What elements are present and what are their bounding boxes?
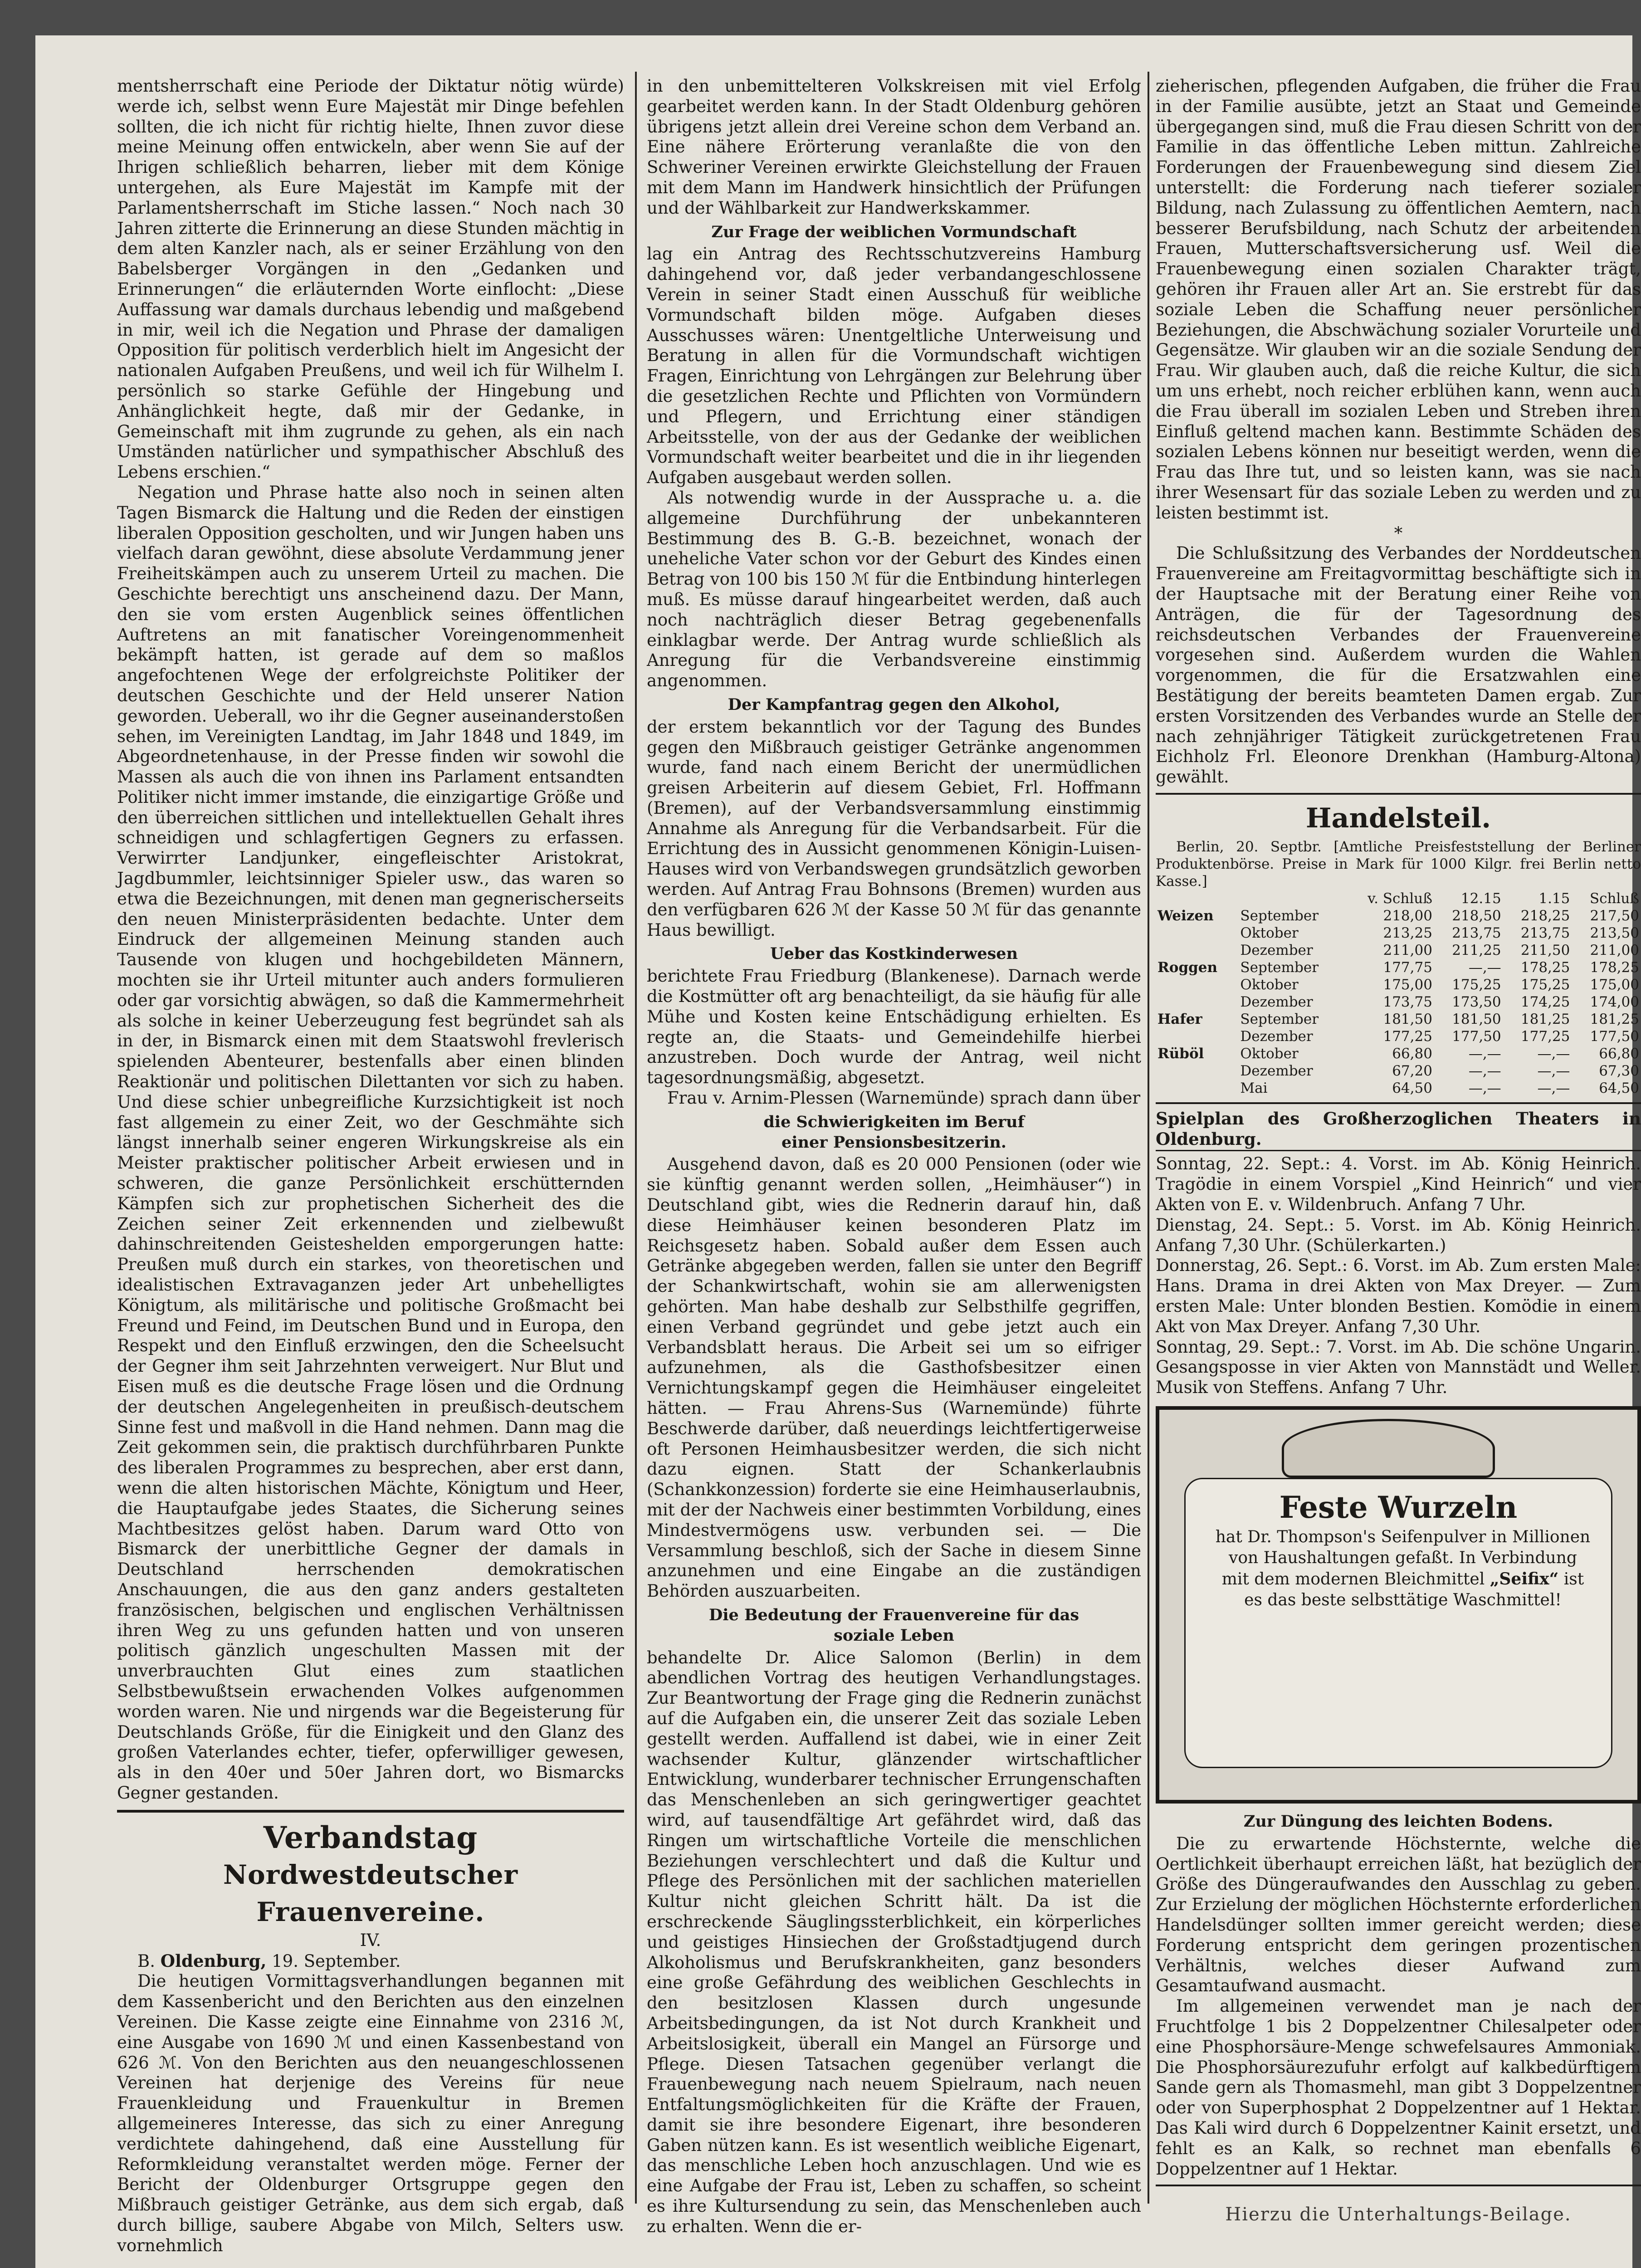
- price-cell: 173,50: [1452, 993, 1501, 1010]
- price-cell: 177,50: [1452, 1028, 1501, 1045]
- paragraph: lag ein Antrag des Rechtsschutzvereins Hamburg dahingehend vor, daß jeder verbandangeschlossene Verein in seiner Stadt einen Ausschuß für weibliche Vormundschaft bilden möge. Aufgaben dieses Ausschusses wären: Unentgeltliche Unterweisung und Beratung in allen für die Vormundschaft wichtigen Fragen, Einrichtung von Lehrgängen zur Belehrung über die gesetzlichen Rechte und Pflichten von Vormündern und Pflegern, und Errichtung einer ständigen Arbeitsstelle, von der aus der Gedanke der weiblichen Vormundschaft weiter bearbeitet und die in ihr liegenden Aufgaben ausgebaut werden sollen.: [647, 244, 1141, 488]
- section-heading: Der Kampfantrag gegen den Alkohol,: [728, 695, 1060, 714]
- price-cell: 175,00: [1383, 976, 1432, 993]
- price-row: [1156, 924, 1641, 942]
- price-cell: 211,00: [1590, 942, 1639, 958]
- price-row: [1156, 993, 1641, 1011]
- price-cell: 211,50: [1520, 942, 1570, 958]
- paragraph: in den unbemittelteren Volkskreisen mit viel Erfolg gearbeitet werden kann. In der Stadt Oldenburg gehören übrigens jetzt allein drei Vereine schon dem Verband an. Eine nähere Erörterung veranlaßte die von den Schweriner Vereinen erwirkte Gleichstellung der Frauen mit dem Mann im Handwerk hinsichtlich der Prüfungen und der Wählbarkeit zur Handwerkskammer.: [647, 76, 1141, 218]
- column-1: [117, 76, 624, 2255]
- price-cell: 213,75: [1452, 924, 1501, 941]
- commodity-name: Weizen: [1157, 907, 1214, 924]
- price-cell: 173,75: [1383, 993, 1432, 1010]
- paragraph: Negation und Phrase hatte also noch in seinen alten Tagen Bismarck die Haltung und die Reden der einstigen liberalen Opposition gescholten, und wir Jungen haben uns vielfach daran gewöhnt, diese absolute Verdammung jener Freiheitskämpen auch zu unserem Urteil zu machen. Die Geschichte berechtigt uns anscheinend dazu. Der Mann, den sie vom ersten Augenblick seines öffentlichen Auftretens an mit fanatischer Voreingenommenheit bekämpft hatten, ist gerade auf dem so maßlos angefochtenen Wege der erfolgreichste Politiker der deutschen Geschichte und der Held unserer Nation geworden. Ueberall, wo ihr die Gegner auseinanderstoßen sehen, im Vereinigten Landtag, im Jahr 1848 und 1849, im Abgeordnetenhause, in der Presse finden wir sowohl die Massen als auch die von ihnen ins Parlament entsandten Politiker nicht immer imstande, die einzigartige Größe und den überreichen sittlichen und intellektuellen Gehalt ihres schneidigen und schlagfertigen Gegners zu erfassen. Verwirrter Landjunker, eingefleischter Aristokrat, Jagdbummler, leichtsinniger Spieler usw., das waren so etwa die Bezeichnungen, mit denen man gegnerischerseits den neuen Ministerpräsidenten bedachte. Unter dem Eindruck der allgemeinen Meinung standen auch Tausende von klugen und hochgebildeten Männern, mochten sie ihr Urteil mitunter auch anders formulieren oder gar vorsichtig abwägen, so daß die Kammermehrheit als solche in keiner Ueberzeugung fest begründet sah als in der, in Bismarck einen mit dem Staatswohl frevlerisch spielenden Abenteurer, bestenfalls aber einen blinden Reaktionär und politischen Dilettanten vor sich zu haben. Und diese schier unbegreifliche Kurzsichtigkeit ist noch fast allgemein zu einer Zeit, wo der Geschmähte sich längst innerhalb seiner engeren Wirkungskreise als ein Meister praktischer politischer Arbeit erwiesen und in schweren, die ganze Persönlichkeit erschütternden Kämpfen sich zur prophetischen Sicherheit des die Zeichen seiner Zeit erkennenden und zielbewußt dahinschreitenden Geisteshelden emporgerungen hatte: Preußen muß durch ein starkes, von theoretischen und idealistischen Extravaganzen jeder Art unbehelligtes Königtum, als militärische und politische Großmacht bei Freund und Feind, im Deutschen Bund und in Europa, den Respekt und den Einfluß erzwingen, den die Scheelsucht der Gegner ihm seit Jahrzehnten verweigert. Nur Blut und Eisen muß es die deutsche Frage lösen und die Ordnung der deutschen Angelegenheiten in preußisch-deutschem Sinne fest und maßvoll in die Hand nehmen. Dann mag die Zeit gekommen sein, die praktisch durchführbaren Punkte des liberalen Programmes zu besprechen, aber erst dann, wenn die alten historischen Mächte, Königtum und Heer, die Hauptaufgabe jedes Staates, die Sicherung seines Machtbesitzes gelöst haben. Darum ward Otto von Bismarck der unerbittliche Gegner der damals in Deutschland herrschenden demokratischen Anschauungen, die aus den ganz anders gestalteten französischen, belgischen und englischen Verhältnissen ihren Weg zu uns gefunden hatten und von unseren politisch gänzlich ungeschulten Massen mit der unverbrauchten Glut eines zum staatlichen Selbstbewußtsein erwachenden Volkes aufgenommen worden waren. Nie und nirgends war die Begeisterung für Deutschlands Größe, für die Einigkeit und den Glanz des großen Vaterlandes echter, tiefer, opferwilliger gewesen, als in den 40er und 50er Jahren dort, wo Bismarcks Gegner gestanden.: [117, 482, 624, 1803]
- price-cell: 67,20: [1392, 1062, 1432, 1079]
- delivery-month: Dezember: [1240, 942, 1313, 958]
- price-header-cell: Schluß: [1589, 890, 1639, 907]
- price-cell: 66,80: [1392, 1045, 1432, 1062]
- price-row: [1156, 907, 1641, 924]
- price-cell: 178,25: [1520, 959, 1570, 976]
- dateline: [117, 1951, 624, 1972]
- price-header-row: [1156, 890, 1641, 907]
- handelsteil-title: Handelsteil.: [1305, 802, 1491, 834]
- dateline-place: Oldenburg,: [160, 1950, 267, 1971]
- advertisement-panel: [1184, 1478, 1612, 1768]
- theater-entry: Sonntag, 29. Sept.: 7. Vorst. im Ab. Die schöne Ungarin. Gesangsposse in vier Akten von Mannstädt und Weller. Musik von Steffens. Anfang 7 Uhr.: [1156, 1337, 1641, 1398]
- paragraph: zieherischen, pflegenden Aufgaben, die früher die Frau in der Familie ausübte, jetzt an Staat und Gemeinde übergegangen sind, muß die Frau diesen Schritt von der Familie in das öffentliche Leben mittun. Zahlreiche Forderungen der Frauenbewegung sind diesem Ziel unterstellt: die Forderung nach tieferer sozialer Bildung, nach Zulassung zu öffentlichen Aemtern, nach besserer Berufsbildung, nach Schutz der arbeitenden Frauen, Mutterschaftsversicherung usf. Weil die Frauenbewegung einen sozialen Charakter trägt, gehören ihr Frauen aller Art an. Sie erstrebt für das soziale Leben die Schaffung neuer persönlicher Beziehungen, die Abschwächung sozialer Vorurteile und Gegensätze. Wir glauben wir an die soziale Sendung der Frau. Wir glauben auch, daß die reiche Kultur, die sich um uns erhebt, noch reicher erblühen kann, wenn auch die Frau überall im sozialen Leben und Streben ihren Einfluß geltend machen kann. Bestimmte Schäden des sozialen Lebens können nur beseitigt werden, wenn die Frau das Ihre tut, und so leisten kann, was sie nach ihrer Wesensart für das soziale Leben zu werden und zu leisten bestimmt ist.: [1156, 76, 1641, 523]
- paragraph: behandelte Dr. Alice Salomon (Berlin) in dem abendlichen Vortrag des heutigen Verhandlungstages. Zur Beantwortung der Frage ging die Rednerin zunächst auf die Aufgaben ein, die unserer Zeit das soziale Leben gestellt werden. Auffallend ist dabei, wie in einer Zeit wachsender Kultur, glänzender wirtschaftlicher Entwicklung, wunderbarer technischer Errungenschaften das Menschenleben an sich geringwertiger geachtet wird, auf tausendfältige Art gefährdet wird, daß das Ringen um wirtschaftliche Vorteile die menschlichen Beziehungen verschlechtert und daß die Kultur und Pflege des Persönlichen mit der sachlichen materiellen Kultur nicht gleichen Schritt hält. Da ist die erschreckende Säuglingssterblichkeit, ein körperliches und geistiges Hinsiechen der Großstadtjugend durch Alkoholismus und Berufskrankheiten, ganz besonders eine große Gefährdung des weiblichen Geschlechts in den besitzlosen Klassen durch ungesunde Arbeitsbedingungen, da ist Not durch Krankheit und Arbeitslosigkeit, überall ein Mangel an Fürsorge und Pflege. Diesen Tatsachen gegenüber verlangt die Frauenbewegung nach neuem Spielraum, nach neuen Entfaltungsmöglichkeiten für die Kräfte der Frauen, damit sie ihre besondere Eigenart, ihre besonderen Gaben nützen kann. Es ist wesentlich weibliche Eigenart, das menschliche Leben hoch anzuschlagen. Und wie es eine Aufgabe der Frau ist, Leben zu schaffen, so scheint es ihre Kultursendung zu sein, das Menschenleben auch zu erhalten. Wenn die er-: [647, 1647, 1141, 2236]
- price-cell: 181,50: [1383, 1011, 1432, 1027]
- price-row: [1156, 942, 1641, 959]
- delivery-month: Dezember: [1240, 1028, 1313, 1045]
- section-heading: Ueber das Kostkinderwesen: [770, 944, 1018, 963]
- paragraph: Die zu erwartende Höchsternte, welche die Oertlichkeit überhaupt erreichen läßt, hat bezüglich der Größe des Düngeraufwandes den Ausschlag zu geben. Zur Erzielung der möglichen Höchsternte erforderlichen Handelsdünger sollten immer gereicht werden; diese Forderung entspricht dem geringen prozentischen Verhältnis, welches dieser Aufwand zum Gesamtaufwand ausmacht.: [1156, 1833, 1641, 1996]
- price-cell: 217,50: [1590, 907, 1639, 924]
- commodity-name: [1156, 942, 1238, 959]
- price-row: [1156, 1080, 1641, 1097]
- section-heading: Die Bedeutung der Frauenvereine für das: [708, 1605, 1079, 1624]
- price-row: [1156, 1011, 1641, 1028]
- delivery-month: Mai: [1240, 1080, 1268, 1096]
- column-rule: [1148, 72, 1149, 2204]
- price-cell: 218,25: [1520, 907, 1570, 924]
- price-cell: 66,80: [1599, 1045, 1639, 1062]
- paragraph: Frau v. Arnim-Plessen (Warnemünde) sprach dann über: [667, 1088, 1141, 1108]
- section-star: *: [1394, 523, 1403, 543]
- article-title-line-1: Verbandstag: [263, 1819, 478, 1855]
- divider: [1156, 1150, 1641, 1151]
- price-cell: 177,25: [1520, 1028, 1570, 1045]
- theater-title: Spielplan des Großherzoglichen Theaters in Oldenburg.: [1156, 1108, 1641, 1149]
- theater-entry: Sonntag, 22. Sept.: 4. Vorst. im Ab. König Heinrich. Tragödie in einem Vorspiel „Kind Heinrich“ und vier Akten von E. v. Wildenbruch. Anfang 7 Uhr.: [1156, 1154, 1641, 1215]
- paragraph: berichtete Frau Friedburg (Blankenese). Darnach werde die Kostmütter oft arg benachteiligt, da sie häufig für alle Mühe und Kosten keine Entschädigung erhielten. Es regte an, die Staats- und Gemeindehilfe hierbei anzustreben. Doch wurde der Antrag, weil nicht tagesordnungsmäßig, abgesetzt.: [647, 966, 1141, 1088]
- paragraph: Im allgemeinen verwendet man je nach der Fruchtfolge 1 bis 2 Doppelzentner Chilesalpeter oder eine Phosphorsäure-Menge schwefelsaures Ammoniak. Die Phosphorsäurezufuhr erfolgt auf kalkbedürftigem Sande gern als Thomasmehl, man gibt 3 Doppelzentner oder von Superphosphat 2 Doppelzentner auf 1 Hektar. Das Kali wird durch 6 Doppelzentner Kainit ersetzt, und fehlt es an Kalk, so rechnet man ebenfalls 6 Doppelzentner auf 1 Hektar.: [1156, 1996, 1641, 2179]
- paragraph: mentsherrschaft eine Periode der Diktatur nötig würde) werde ich, selbst wenn Eure Majestät mir Dinge befehlen sollten, die ich nicht für richtig hielte, Ihnen zuvor diese meine Meinung offen entwickeln, aber wenn Sie auf der Ihrigen schließlich beharren, lieber mit dem Könige untergehen, als Eure Majestät im Kampfe mit der Parlamentsherrschaft im Stiche lassen.“ Noch nach 30 Jahren zitterte die Erinnerung an diese Stunden mächtig in dem alten Kanzler nach, als er seiner Erzählung von den Babelsberger Vorgängen in den „Gedanken und Erinnerungen“ die erläuternden Worte einflocht: „Diese Auffassung war damals durchaus lebendig und maßgebend in mir, weil ich die Negation und Phrase der damaligen Opposition für politisch verderblich hielt im Angesicht der nationalen Aufgaben Preußens, und weil ich für Wilhelm I. persönlich so starke Gefühle der Hingebung und Anhänglichkeit hegte, daß mir der Gedanke, in Gemeinschaft mit ihm zugrunde zu gehen, als ein nach Umständen natürlicher und sympathischer Abschluß des Lebens erschien.“: [117, 76, 624, 482]
- price-cell: 181,25: [1520, 1011, 1570, 1027]
- advertisement-brand: „Seifix“: [1490, 1569, 1559, 1589]
- price-table-body: [1156, 907, 1641, 1097]
- divider: [117, 1810, 624, 1813]
- price-cell: —,—: [1468, 1080, 1501, 1096]
- supplement-note: Hierzu die Unterhaltungs-Beilage.: [1225, 2204, 1572, 2225]
- commodity-name: [1156, 924, 1238, 942]
- price-cell: 213,50: [1590, 924, 1639, 941]
- price-cell: 175,25: [1520, 976, 1570, 993]
- price-cell: —,—: [1537, 1045, 1570, 1062]
- price-cell: 213,25: [1383, 924, 1432, 941]
- paragraph: der erstem bekanntlich vor der Tagung des Bundes gegen den Mißbrauch geistiger Getränke angenommen wurde, fand nach einem Bericht der unermüdlichen greisen Arbeiterin auf diesem Gebiet, Frl. Hoffmann (Bremen), auf der Verbandsversammlung einstimmig Annahme als Anregung für die Verbandsarbeit. Für die Errichtung des in Aussicht genommenen Königin-Luisen-Hauses wird von Verbandswegen grundsätzlich geworben werden. Auf Antrag Frau Bohnsons (Bremen) wurden aus den verfügbaren 626 ℳ der Kasse 50 ℳ für das genannte Haus bewilligt.: [647, 717, 1141, 940]
- tree-stump-illustration: [1282, 1419, 1495, 1478]
- newspaper-page: [35, 35, 1641, 2268]
- divider: [1156, 793, 1641, 795]
- advertisement-body: [1186, 1518, 1611, 1611]
- section-heading: Zur Frage der weiblichen Vormundschaft: [711, 222, 1077, 241]
- handelsteil-intro: Berlin, 20. Septbr. [Amtliche Preisfeststellung der Berliner Produktenbörse. Preise in Mark für 1000 Kilgr. frei Berlin netto Kasse.]: [1156, 838, 1641, 890]
- commodity-name: [1156, 1028, 1238, 1045]
- article-number: IV.: [360, 1930, 381, 1950]
- price-header-cell: 1.15: [1538, 890, 1570, 907]
- price-cell: 211,00: [1383, 942, 1432, 958]
- advertisement-text: ist es das beste selbsttätige Waschmittel!: [1244, 1569, 1584, 1609]
- price-header-cell: 12.15: [1460, 890, 1501, 907]
- paragraph: Als notwendig wurde in der Aussprache u. a. die allgemeine Durchführung der unbekannteren Bestimmung des B. G.-B. bezeichnet, wonach der uneheliche Vater schon vor der Geburt des Kindes einen Betrag von 100 bis 150 ℳ für die Entbindung hinterlegen muß. Es müsse darauf hingearbeitet werden, daß auch noch nachträglich dieser Betrag gegebenenfalls einklagbar werde. Der Antrag wurde schließlich als Anregung für die Verbandsvereine einstimmig angenommen.: [647, 488, 1141, 691]
- price-cell: 174,25: [1520, 993, 1570, 1010]
- paragraph: Die heutigen Vormittagsverhandlungen begannen mit dem Kassenbericht und den Berichten aus den einzelnen Vereinen. Die Kasse zeigte eine Einnahme von 2316 ℳ, eine Ausgabe von 1690 ℳ und einen Kassenbestand von 626 ℳ. Von den Berichten aus den neuangeschlossenen Vereinen hat derjenige des Vereins für neue Frauenkleidung und Frauenkultur in Bremen allgemeineres Interesse, das sich zu einer Anregung verdichtete dahingehend, daß eine Ausstellung für Reformkleidung veranstaltet werden möge. Ferner der Bericht der Oldenburger Ortsgruppe gegen den Mißbrauch geistiger Getränke, aus dem sich ergab, daß durch billige, saubere Abgabe von Milch, Selters usw. vornehmlich: [117, 1971, 624, 2255]
- commodity-name: [1156, 993, 1238, 1011]
- price-row: [1156, 959, 1641, 976]
- price-cell: 177,50: [1590, 1028, 1639, 1045]
- column-3: [1156, 76, 1641, 2244]
- commodity-name: [1156, 976, 1238, 993]
- delivery-month: Oktober: [1240, 1045, 1299, 1062]
- section-heading: einer Pensionsbesitzerin.: [781, 1133, 1006, 1152]
- price-cell: 175,25: [1452, 976, 1501, 993]
- commodity-name: [1156, 1062, 1238, 1080]
- price-cell: 178,25: [1590, 959, 1639, 976]
- article-title-line-2: Nordwestdeutscher Frauenvereine.: [223, 1859, 518, 1927]
- price-cell: 67,30: [1599, 1062, 1639, 1079]
- price-row: [1156, 976, 1641, 993]
- column-rule: [635, 72, 637, 2204]
- delivery-month: Dezember: [1240, 1062, 1313, 1079]
- price-row: [1156, 1062, 1641, 1080]
- paragraph: Die Schlußsitzung des Verbandes der Norddeutschen Frauenvereine am Freitagvormittag beschäftigte sich in der Hauptsache mit der Beratung einer Reihe von Anträgen, die für der Tagesordnung des reichsdeutschen Verbandes der Frauenvereine vorgesehen sind. Außerdem wurden die Wahlen vorgenommen, die für die Ersatzwahlen eine Bestätigung der bereits beamteten Damen ergab. Zur ersten Vorsitzenden des Verbandes wurde an Stelle der nach zehnjähriger Tätigkeit zurückgetretenen Frau Eichholz Frl. Eleonore Drenkhan (Hamburg-Altona) gewählt.: [1156, 543, 1641, 787]
- column-2: [647, 76, 1141, 2236]
- price-cell: 218,50: [1452, 907, 1501, 924]
- divider: [1156, 2185, 1641, 2186]
- section-heading: soziale Leben: [834, 1626, 954, 1645]
- delivery-month: Oktober: [1240, 976, 1299, 993]
- commodity-name: Rüböl: [1157, 1045, 1204, 1062]
- price-cell: —,—: [1468, 959, 1501, 976]
- price-cell: 181,25: [1590, 1011, 1639, 1027]
- price-cell: 177,25: [1383, 1028, 1432, 1045]
- price-cell: —,—: [1468, 1045, 1501, 1062]
- commodity-name: Roggen: [1157, 959, 1218, 976]
- price-cell: 211,25: [1452, 942, 1501, 958]
- theater-entry: Donnerstag, 26. Sept.: 6. Vorst. im Ab. Zum ersten Male: Hans. Drama in drei Akten von Max Dreyer. — Zum ersten Male: Unter blonden Bestien. Komödie in einem Akt von Max Dreyer. Anfang 7,30 Uhr.: [1156, 1256, 1641, 1336]
- price-row: [1156, 1045, 1641, 1062]
- delivery-month: Dezember: [1240, 993, 1313, 1010]
- price-cell: —,—: [1537, 1080, 1570, 1096]
- advertisement-text: hat Dr. Thompson's Seifenpulver in Millionen von Haushaltungen gefaßt. In Verbindung mit dem modernen Bleichmittel: [1215, 1527, 1591, 1589]
- price-row: [1156, 1028, 1641, 1045]
- commodity-name: Hafer: [1157, 1011, 1202, 1027]
- price-cell: 177,75: [1383, 959, 1432, 976]
- divider: [1156, 1102, 1641, 1104]
- delivery-month: September: [1240, 907, 1319, 924]
- paragraph: Ausgehend davon, daß es 20 000 Pensionen (oder wie sie künftig genannt werden sollen, „Heimhäuser“) in Deutschland gibt, wies die Rednerin darauf hin, daß diese Heimhäuser keinen besonderen Platz im Reichsgesetz haben. Sobald außer dem Essen auch Getränke abgegeben werden, fallen sie unter den Begriff der Schankwirtschaft, wohin sie am allerwenigsten gehörten. Man habe deshalb zur Selbsthilfe gegriffen, einen Verband gegründet und gebe jetzt auch ein Verbandsblatt heraus. Die Arbeit sei um so eifriger aufzunehmen, als die Gasthofsbesitzer einen Vernichtungskampf gegen die Heimhäuser eingeleitet hätten. — Frau Ahrens-Sus (Warnemünde) führte Beschwerde darüber, daß neuerdings leichtfertigerweise oft Personen Heimhausbesitzer werden, die sich nicht dazu eignen. Statt der Schankerlaubnis (Schankkonzession) forderte sie eine Heimhauserlaubnis, mit der der Nachweis einer bestimmten Vorbildung, eines Mindestvermögens usw. verbunden sei. — Die Versammlung beschloß, sich der Sache in diesem Sinne anzunehmen und eine Eingabe an die zuständigen Behörden auszuarbeiten.: [647, 1154, 1141, 1601]
- price-table: [1156, 890, 1641, 1097]
- price-cell: —,—: [1537, 1062, 1570, 1079]
- price-cell: 213,75: [1520, 924, 1570, 941]
- price-header-cell: v. Schluß: [1368, 890, 1432, 907]
- price-cell: 64,50: [1392, 1080, 1432, 1096]
- theater-entry: Dienstag, 24. Sept.: 5. Vorst. im Ab. König Heinrich. Anfang 7,30 Uhr. (Schülerkarten.): [1156, 1215, 1641, 1255]
- commodity-name: [1156, 1080, 1238, 1097]
- advertisement: [1156, 1406, 1641, 1804]
- advertisement-headline: Feste Wurzeln: [1279, 1490, 1518, 1525]
- price-cell: 64,50: [1599, 1080, 1639, 1096]
- price-cell: 218,00: [1383, 907, 1432, 924]
- price-cell: 175,00: [1590, 976, 1639, 993]
- delivery-month: September: [1240, 959, 1319, 976]
- price-cell: —,—: [1468, 1062, 1501, 1079]
- delivery-month: September: [1240, 1011, 1319, 1027]
- dateline-date: 19. September.: [272, 1951, 401, 1971]
- section-heading: Zur Düngung des leichten Bodens.: [1243, 1812, 1553, 1831]
- price-cell: 174,00: [1590, 993, 1639, 1010]
- price-cell: 181,50: [1452, 1011, 1501, 1027]
- section-heading: die Schwierigkeiten im Beruf: [763, 1112, 1025, 1131]
- delivery-month: Oktober: [1240, 924, 1299, 941]
- dateline-prefix: B.: [137, 1951, 155, 1971]
